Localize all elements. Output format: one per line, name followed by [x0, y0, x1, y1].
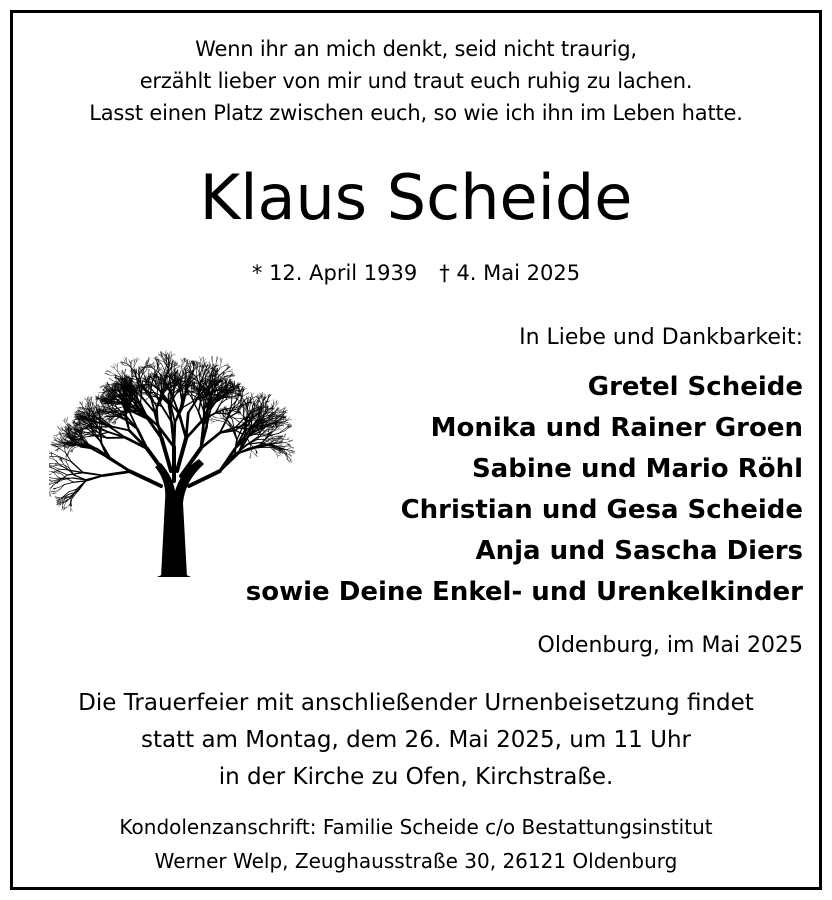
mourners-intro: In Liebe und Dankbarkeit:: [519, 325, 803, 350]
deceased-name: Klaus Scheide: [199, 161, 633, 234]
mourner-name: Gretel Scheide: [587, 372, 803, 402]
mourner-name: Christian und Gesa Scheide: [400, 495, 803, 525]
death-date: † 4. Mai 2025: [439, 261, 581, 285]
place-date: Oldenburg, im Mai 2025: [537, 633, 803, 658]
poem-line: erzählt lieber von mir und traut euch ruhig zu lachen.: [139, 69, 693, 93]
birth-date: * 12. April 1939: [251, 261, 418, 285]
life-dates: [13, 261, 819, 285]
mourners-list: [246, 367, 803, 613]
service-line: statt am Montag, dem 26. Mai 2025, um 11 Uhr: [141, 727, 691, 753]
poem-line: Lasst einen Platz zwischen euch, so wie ich ihn im Leben hatte.: [89, 101, 743, 125]
service-line: in der Kirche zu Ofen, Kirchstraße.: [218, 764, 614, 790]
mourner-name: Anja und Sascha Diers: [475, 536, 803, 566]
condolence-address: [13, 810, 819, 878]
poem-line: Wenn ihr an mich denkt, seid nicht traurig,: [195, 37, 637, 61]
mourner-name: sowie Deine Enkel- und Urenkelkinder: [245, 577, 803, 607]
poem: [13, 33, 819, 129]
mourner-name: Sabine und Mario Röhl: [471, 454, 803, 484]
condolence-line: Kondolenzanschrift: Familie Scheide c/o Bestattungsinstitut: [119, 815, 713, 839]
funeral-service-info: [13, 685, 819, 796]
mourner-name: Monika und Rainer Groen: [430, 413, 803, 443]
condolence-line: Werner Welp, Zeughausstraße 30, 26121 Oldenburg: [154, 849, 678, 873]
service-line: Die Trauerfeier mit anschließender Urnenbeisetzung findet: [78, 690, 754, 716]
obituary-notice: [10, 10, 822, 890]
